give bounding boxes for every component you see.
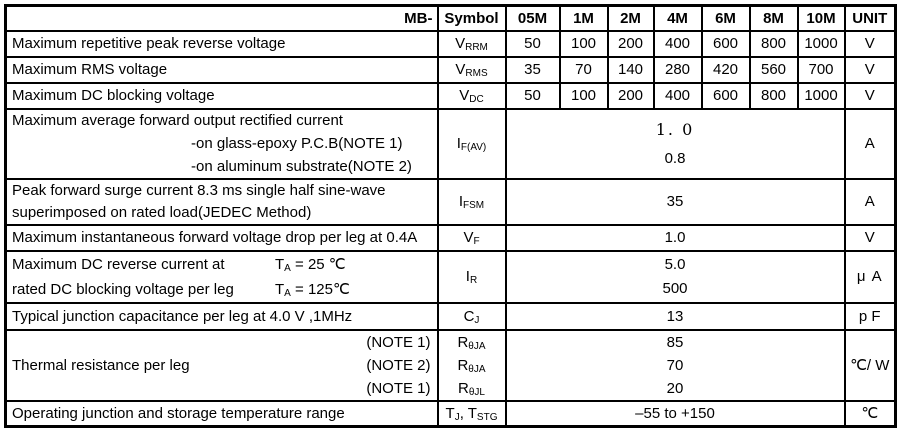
symbol-sub: RRM [465,42,488,53]
symbol-cell [438,83,506,109]
value-cell: 400 [654,31,702,57]
symbol-cell [438,31,506,57]
row-ifav [6,109,896,179]
symbol-line [439,331,505,354]
param-line [12,331,437,354]
symbol-sub: F [473,236,480,247]
unit-cell: A [845,109,896,179]
param-line: Peak forward surge current 8.3 ms single half sine-wave [12,181,386,199]
unit-cell: p F [845,303,896,330]
symbol-sub: RMS [465,68,488,79]
param-line [12,377,437,400]
symbol-base: V [463,229,474,246]
value-cell: 280 [654,57,702,83]
symbol-base: V [455,61,466,78]
value-cell-merged [506,251,845,303]
value-cell: 1000 [798,31,845,57]
symbol-base: R [457,333,469,351]
row-ir [6,251,896,303]
param-line: superimposed on rated load(JEDEC Method) [12,203,312,221]
unit-cell: V [845,57,896,83]
param-cell [6,109,438,179]
value-line: 70 [666,356,684,374]
unit-cell: A [845,179,896,225]
unit-cell: V [845,225,896,251]
symbol-cell [438,251,506,303]
row-cj [6,303,896,330]
row-tjstg [6,401,896,427]
value-cell-merged: –55 to +150 [506,401,845,427]
param-cell: Maximum instantaneous forward voltage drop per leg at 0.4A [6,225,438,251]
value-cell: 100 [560,31,608,57]
note-label: (NOTE 1) [366,333,431,351]
symbol-sub: J [454,411,460,423]
value-line-125c: 500 [662,279,688,297]
symbol-sub: θJL [468,386,485,398]
value-cell: 200 [608,83,654,109]
value-cell: 600 [702,31,750,57]
cond-sub: A [284,287,291,299]
symbol-line [439,354,505,377]
value-cell: 100 [560,83,608,109]
value-line-pcb: 1. 0 [655,119,695,139]
value-cell: 800 [750,31,798,57]
cond-rest: = 125℃ [290,280,350,298]
param-text: Maximum DC reverse current at [12,255,225,273]
value-cell: 600 [702,83,750,109]
value-cell: 560 [750,57,798,83]
row-rth [6,330,896,401]
symbol-base: V [455,35,466,52]
unit-header: UNIT [845,6,896,31]
value-cell: 700 [798,57,845,83]
unit-cell: ℃ [845,401,896,427]
value-cell: 420 [702,57,750,83]
param-cell: Maximum DC blocking voltage [6,83,438,109]
value-cell: 800 [750,83,798,109]
symbol-cell [438,225,506,251]
param-subline-pcb: -on glass-epoxy P.C.B(NOTE 1) [191,134,403,152]
param-cell [6,179,438,225]
row-ifsm [6,179,896,225]
symbol-cell [438,179,506,225]
value-cell: 200 [608,31,654,57]
model-header-4m: 4M [654,6,702,31]
condition-125c [275,277,350,302]
param-cell: Maximum RMS voltage [6,57,438,83]
model-header-8m: 8M [750,6,798,31]
model-header-6m: 6M [702,6,750,31]
value-cell: 400 [654,83,702,109]
symbol-cell [438,303,506,330]
note-label: (NOTE 1) [366,379,431,397]
param-line [12,354,437,377]
symbol-base: V [459,87,470,104]
value-line-aluminum: 0.8 [664,149,686,167]
condition-25c [275,252,346,277]
param-cell [6,251,438,303]
symbol-sub: DC [469,94,484,105]
symbol-line [439,377,505,400]
value-cell: 1000 [798,83,845,109]
ratings-table [4,4,897,428]
symbol-cell [438,109,506,179]
series-header: MB- [6,6,438,31]
param-cell [6,330,438,401]
row-vdc [6,83,896,109]
cond-base: T [275,255,285,273]
symbol-sub: θJA [468,363,486,375]
model-header-2m: 2M [608,6,654,31]
symbol-base: T [445,404,455,422]
value-cell: 140 [608,57,654,83]
param-subline-aluminum: -on aluminum substrate(NOTE 2) [191,157,412,175]
value-cell-merged: 1.0 [506,225,845,251]
symbol-sub: R [469,275,478,286]
param-line [12,277,437,302]
param-cell: Typical junction capacitance per leg at 4.0 V ,1MHz [6,303,438,330]
param-text: rated DC blocking voltage per leg [12,280,234,298]
model-header-10m: 10M [798,6,845,31]
symbol-sub: FSM [463,200,485,211]
symbol-cell [438,330,506,401]
unit-cell: V [845,31,896,57]
symbol-base: R [457,356,469,374]
value-line: 20 [666,379,684,397]
unit-cell: V [845,83,896,109]
symbol-base: I [465,268,470,285]
symbol-sub: F(AV) [460,142,487,153]
header-row [6,6,896,31]
value-cell: 35 [506,57,560,83]
symbol-base: C [463,307,475,325]
value-line-25c: 5.0 [664,255,686,273]
value-cell-merged [506,330,845,401]
symbol-cell [438,401,506,427]
row-vf [6,225,896,251]
value-cell-merged: 13 [506,303,845,330]
value-cell-merged: 35 [506,179,845,225]
symbol-sub: STG [476,411,498,423]
param-cell: Operating junction and storage temperature range [6,401,438,427]
symbol-sub: θJA [468,340,486,352]
symbol-header: Symbol [438,6,506,31]
param-text: Thermal resistance per leg [12,356,190,374]
value-cell: 70 [560,57,608,83]
symbol-base: I [458,193,464,210]
model-header-1m: 1M [560,6,608,31]
value-cell: 50 [506,83,560,109]
symbol-cell [438,57,506,83]
param-cell: Maximum repetitive peak reverse voltage [6,31,438,57]
value-line: 85 [666,333,684,351]
row-vrrm [6,31,896,57]
cond-sub: A [284,262,291,274]
unit-cell: μ A [845,251,896,303]
value-cell-merged [506,109,845,179]
cond-rest: = 25 ℃ [290,255,346,273]
symbol-base: R [458,379,469,397]
symbol-mid: , T [459,404,477,422]
symbol-base: I [456,135,461,152]
note-label: (NOTE 2) [366,356,431,374]
cond-base: T [275,280,285,298]
param-line [12,252,437,277]
row-vrms [6,57,896,83]
param-line: Maximum average forward output rectified current [12,111,343,129]
unit-cell: ℃/ W [845,330,896,401]
value-cell: 50 [506,31,560,57]
model-header-05m: 05M [506,6,560,31]
symbol-sub: J [474,314,480,326]
